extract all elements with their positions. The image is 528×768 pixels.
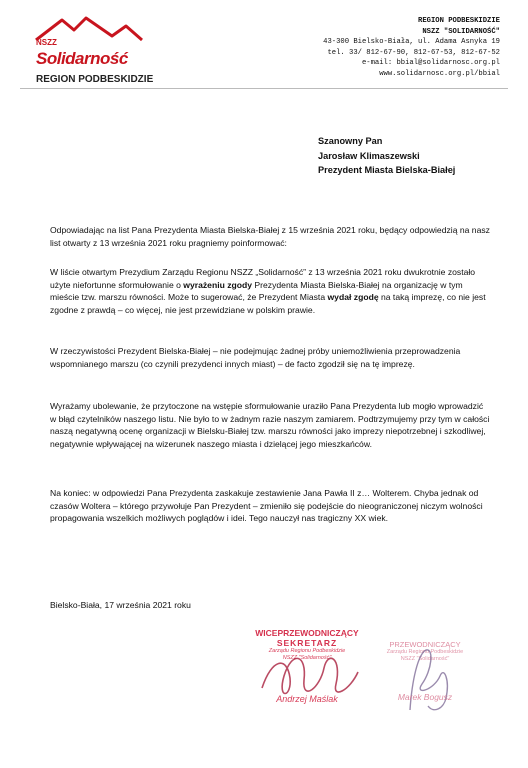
paragraph-segment: na taką imprezę, co nie jest zgodne z prawdą – co więcej, nie jest przewidziane w polskim prawie. — [50, 292, 486, 315]
logo-brand-text: Solidarność — [36, 49, 128, 68]
recipient-block — [318, 134, 455, 178]
address-website: www.solidarnosc.org.pl/bbial — [379, 69, 500, 78]
paragraph-segment: Prezydenta Miasta Bielska-Białej na organizację w tym mieście tzw. marszu równości. Może to sugerować, że Prezydent Miasta — [50, 279, 463, 302]
vice-chair-stamp — [232, 628, 382, 720]
emphasis-text: wydał zgodę — [327, 292, 379, 302]
paragraph-text — [50, 266, 490, 316]
stamp-org-line: NSZZ "Solidarność" — [282, 655, 332, 661]
logo-union-text: NSZZ — [36, 38, 57, 47]
stamp-title: PRZEWODNICZĄCY — [389, 640, 461, 649]
signature-icon — [232, 628, 382, 720]
signature-icon — [370, 640, 480, 720]
recipient-name: Jarosław Klimaszewski — [318, 150, 420, 161]
chair-stamp — [370, 640, 480, 720]
address-line: 43-300 Bielsko-Biała, ul. Adama Asnyka 19 — [323, 38, 500, 47]
recipient-title: Prezydent Miasta Bielska-Białej — [318, 165, 456, 175]
header-divider — [20, 88, 508, 89]
body-paragraph — [50, 400, 490, 450]
stamp-org-line: Zarządu Regionu Podbeskidzie — [386, 649, 464, 655]
stamp-signer-name: Marek Bogusz — [397, 692, 453, 702]
letter-date: Bielsko-Biała, 17 września 2021 roku — [50, 600, 191, 610]
address-line: tel. 33/ 812-67-90, 812-67-53, 812-67-52 — [327, 48, 500, 57]
logo-region-text: REGION PODBESKIDZIE — [36, 74, 154, 85]
solidarnosc-logo — [34, 14, 174, 84]
address-line: REGION PODBESKIDZIE — [418, 17, 500, 25]
stamp-org-line: Zarządu Regionu Podbeskidzie — [268, 648, 346, 654]
recipient-salutation: Szanowny Pan — [318, 136, 383, 146]
body-paragraph — [50, 266, 490, 316]
body-paragraph — [50, 487, 490, 525]
sender-address — [270, 16, 500, 80]
paragraph-text: Na koniec: w odpowiedzi Pana Prezydenta zaskakuje zestawienie Jana Pawła II z… Wolterem. Chyba jednak od czasów Woltera – którego przywołuje Pan Prezydent – zmieniło się podejście do nieograniczonej niczym wolności propagowania wszelkich możliwych poglądów i idei. Tego nauczył nas tragiczny XX wiek. — [50, 488, 483, 523]
paragraph-segment: W liście otwartym Prezydium Zarządu Regionu NSZZ „Solidarność” z 13 września 2021 roku dwukrotnie zostało użyte niefortunne sformułowanie o — [50, 267, 476, 290]
paragraph-text: Wyrażamy ubolewanie, że przytoczone na wstępie sformułowanie uraziło Pana Prezydenta lub mogło wprowadzić w błąd czytelników naszego listu. Nie było to w żadnym razie naszym zamiarem. Podtrzymujemy przy tym w całości naszą negatywną ocenę organizacji w Bielsku-Białej tzw. marszu równości jako imprezy niepotrzebnej i szkodliwej, negatywnie wpływającej na wizerunek naszego miasta i dzielącej jego mieszkańców. — [50, 401, 490, 449]
address-email: e-mail: bbial@solidarnosc.org.pl — [361, 59, 500, 68]
stamp-signer-name: Andrzej Maślak — [276, 694, 338, 704]
stamp-title: WICEPRZEWODNICZĄCY — [255, 628, 359, 638]
body-paragraph — [50, 345, 490, 370]
address-line: NSZZ "SOLIDARNOŚĆ" — [422, 27, 500, 36]
stamp-org-line: NSZZ "Solidarność" — [400, 656, 450, 662]
paragraph-text: W rzeczywistości Prezydent Bielska-Białej – nie podejmując żadnej próby uniemożliwienia przeprowadzenia wspomnianego marszu (co czynili prezydenci innych miast) – de facto zgodził się na tę imprezę. — [50, 346, 461, 369]
emphasis-text: wyrażeniu zgody — [183, 279, 253, 290]
paragraph-text: Odpowiadając na list Pana Prezydenta Miasta Bielska-Białej z 15 września 2021 roku, będący odpowiedzią na nasz list otwarty z 13 września 2021 roku pragniemy poinformować: — [50, 225, 490, 248]
body-paragraph — [50, 224, 490, 249]
stamp-title: SEKRETARZ — [276, 638, 338, 648]
